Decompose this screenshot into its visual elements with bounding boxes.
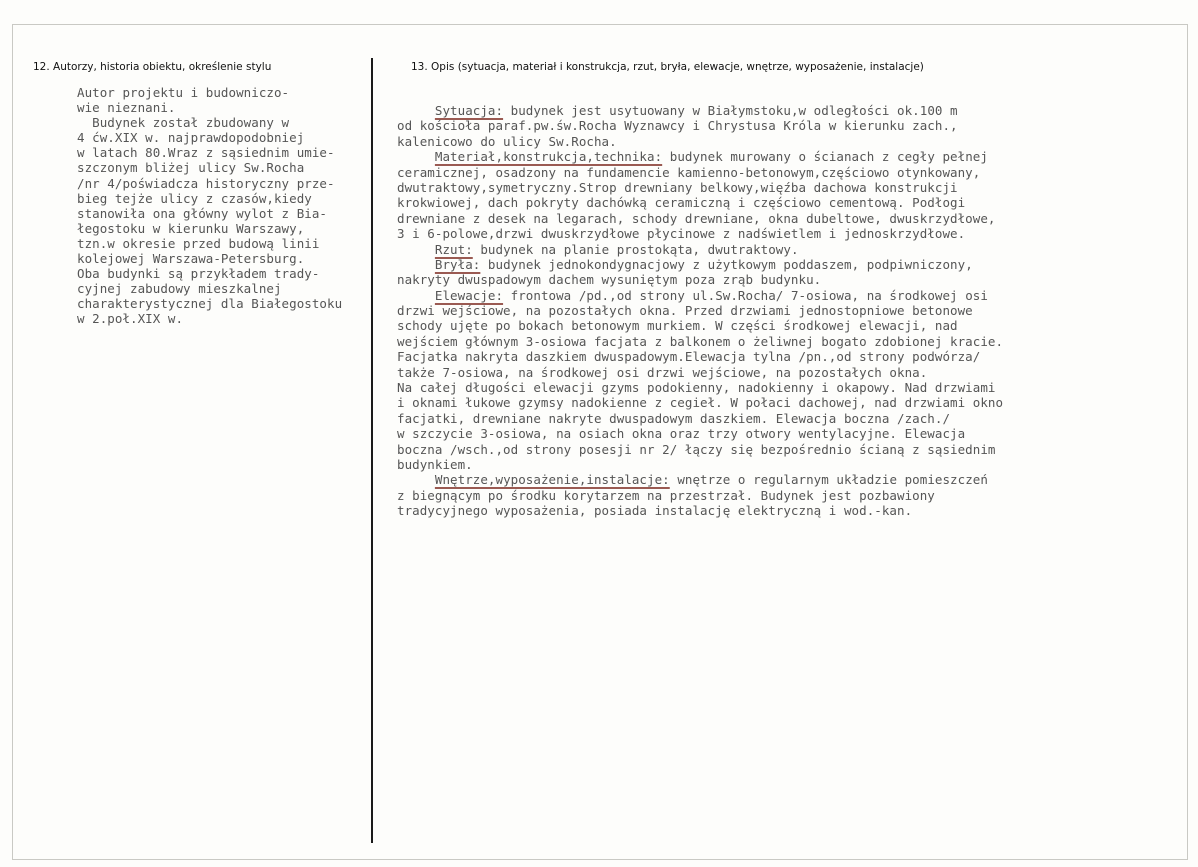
- line-indent: [397, 149, 435, 164]
- line-text: budynek jest usytuowany w Białymstoku,w odległości ok.100 m: [503, 103, 958, 118]
- line-text: schody ujęte po bokach betonowym murkiem. W części środkowej elewacji, nad: [397, 318, 958, 334]
- text-line: [397, 488, 1003, 503]
- line-text: wnętrze o regularnym układzie pomieszczeń: [669, 472, 988, 488]
- section-13-header: 13. Opis (sytuacja, materiał i konstrukcja, rzut, bryła, elewacje, wnętrze, wyposażenie, instalacje): [411, 61, 924, 73]
- text-line: [397, 503, 1003, 518]
- text-line: [397, 211, 1003, 226]
- line-text: ceramicznej, osadzony na fundamencie kamienno-betonowym,częściowo otynkowany,: [397, 164, 981, 180]
- text-line: [397, 318, 1003, 333]
- line-text: Facjatka nakryta daszkiem dwuspadowym.Elewacja tylna /pn.,od strony podwórza/: [397, 349, 981, 365]
- text-line: [397, 411, 1003, 426]
- line-text: krokwiowej, dach pokryty dachówką ceramiczną i częściowo cementową. Podłogi: [397, 195, 966, 211]
- text-line: [397, 303, 1003, 318]
- text-line: tzn.w okresie przed budową linii: [77, 235, 320, 251]
- line-text: budynek murowany o ścianach z cegły pełnej: [662, 149, 988, 165]
- line-text: z biegnącym po środku korytarzem na przestrzał. Budynek jest pozbawiony: [397, 487, 935, 503]
- line-text: od kościoła paraf.pw.św.Rocha Wyznawcy i Chrystusa Króla w kierunku zach.,: [397, 118, 958, 134]
- text-line: [397, 349, 1003, 364]
- text-line: [397, 380, 1003, 395]
- text-line: [397, 365, 1003, 380]
- text-line: [397, 472, 1003, 487]
- text-line: kolejowej Warszawa-Petersburg.: [77, 251, 305, 267]
- text-line: cyjnej zabudowy mieszkalnej: [77, 281, 282, 297]
- line-text: Na całej długości elewacji gzyms podokienny, nadokienny i okapowy. Nad drzwiami: [397, 380, 996, 396]
- text-line: Autor projektu i budowniczo-: [77, 85, 290, 100]
- section-12-header: 12. Autorzy, historia obiektu, określenie stylu: [33, 61, 272, 73]
- line-text: tradycyjnego wyposażenia, posiada instalację elektryczną i wod.-kan.: [397, 503, 913, 519]
- line-text: budynkiem.: [397, 456, 473, 472]
- line-text: także 7-osiowa, na środkowej osi drzwi wejściowe, na pozostałych okna.: [397, 364, 928, 380]
- text-line: wie nieznani.: [77, 100, 176, 116]
- section-heading: Rzut:: [434, 241, 473, 257]
- line-text: kalenicowo do ulicy Sw.Rocha.: [397, 133, 617, 149]
- line-text: i oknami łukowe gzymsy nadokienne z cegieł. W połaci dachowej, nad drzwiami okno: [397, 395, 1004, 411]
- line-text: w szczycie 3-osiowa, na osiach okna oraz trzy otwory wentylacyjne. Elewacja: [397, 426, 966, 442]
- text-line: [397, 226, 1003, 241]
- text-line: [397, 288, 1003, 303]
- text-line: łegostoku w kierunku Warszawy,: [77, 220, 305, 236]
- text-line: [397, 242, 1003, 257]
- line-text: nakryty dwuspadowym dachem wysuniętym poza zrąb budynku.: [397, 272, 822, 288]
- text-line: [397, 180, 1003, 195]
- line-indent: [397, 257, 435, 272]
- line-text: dwutraktowy,symetryczny.Strop drewniany belkowy,więźba dachowa konstrukcji: [397, 179, 958, 195]
- text-line: w latach 80.Wraz z sąsiednim umie-: [77, 145, 335, 161]
- section-heading: Sytuacja:: [434, 103, 504, 118]
- text-line: [397, 395, 1003, 410]
- line-indent: [397, 288, 435, 303]
- text-line: [397, 426, 1003, 441]
- line-text: 3 i 6-polowe,drzwi dwuskrzydłowe płycinowe z nadświetlem i jednoskrzydłowe.: [397, 226, 966, 242]
- line-text: boczna /wsch.,od strony posesji nr 2/ łączy się bezpośrednio ścianą z sąsiednim: [397, 441, 996, 457]
- text-line: Budynek został zbudowany w: [77, 115, 290, 131]
- text-line: bieg tejże ulicy z czasów,kiedy: [77, 190, 312, 206]
- text-line: 4 ćw.XIX w. najprawdopodobniej: [77, 130, 305, 146]
- text-line: /nr 4/poświadcza historyczny prze-: [77, 175, 335, 191]
- authors-history-text: [77, 85, 342, 327]
- section-heading: Materiał,konstrukcja,technika:: [434, 149, 663, 165]
- text-line: [397, 272, 1003, 287]
- line-text: frontowa /pd.,od strony ul.Sw.Rocha/ 7-osiowa, na środkowej osi: [503, 287, 988, 303]
- text-line: [397, 257, 1003, 272]
- line-text: drzwi wejściowe, na pozostałych okna. Przed drzwiami jednostopniowe betonowe: [397, 303, 973, 319]
- line-text: budynek jednokondygnacjowy z użytkowym poddaszem, podpiwniczony,: [480, 256, 973, 272]
- section-heading: Wnętrze,wyposażenie,instalacje:: [434, 472, 670, 488]
- description-text: [397, 103, 1003, 519]
- line-text: drewniane z desek na legarach, schody drewniane, okna dubeltowe, dwuskrzydłowe,: [397, 210, 996, 226]
- text-line: [397, 334, 1003, 349]
- section-heading: Elewacje:: [434, 287, 504, 303]
- column-divider: [371, 58, 373, 843]
- section-heading: Bryła:: [434, 256, 481, 272]
- text-line: [397, 103, 1003, 118]
- text-line: szczonym bliżej ulicy Sw.Rocha: [77, 160, 305, 176]
- line-indent: [397, 242, 435, 257]
- text-line: [397, 165, 1003, 180]
- text-line: stanowiła ona główny wylot z Bia-: [77, 205, 327, 221]
- text-line: [397, 457, 1003, 472]
- line-text: facjatki, drewniane nakryte dwuspadowym daszkiem. Elewacja boczna /zach./: [397, 410, 951, 426]
- text-line: [397, 118, 1003, 133]
- text-line: [397, 442, 1003, 457]
- line-indent: [397, 472, 435, 487]
- line-indent: [397, 103, 435, 118]
- text-line: [397, 134, 1003, 149]
- line-text: budynek na planie prostokąta, dwutraktowy.: [472, 241, 799, 257]
- text-line: [397, 149, 1003, 164]
- text-line: charakterystycznej dla Białegostoku: [77, 296, 343, 312]
- text-line: [397, 195, 1003, 210]
- text-line: Oba budynki są przykładem trady-: [77, 266, 320, 282]
- text-line: w 2.poł.XIX w.: [77, 311, 184, 327]
- line-text: wejściem głównym 3-osiowa facjata z balkonem o żeliwnej bogato zdobionej kracie.: [397, 333, 1004, 349]
